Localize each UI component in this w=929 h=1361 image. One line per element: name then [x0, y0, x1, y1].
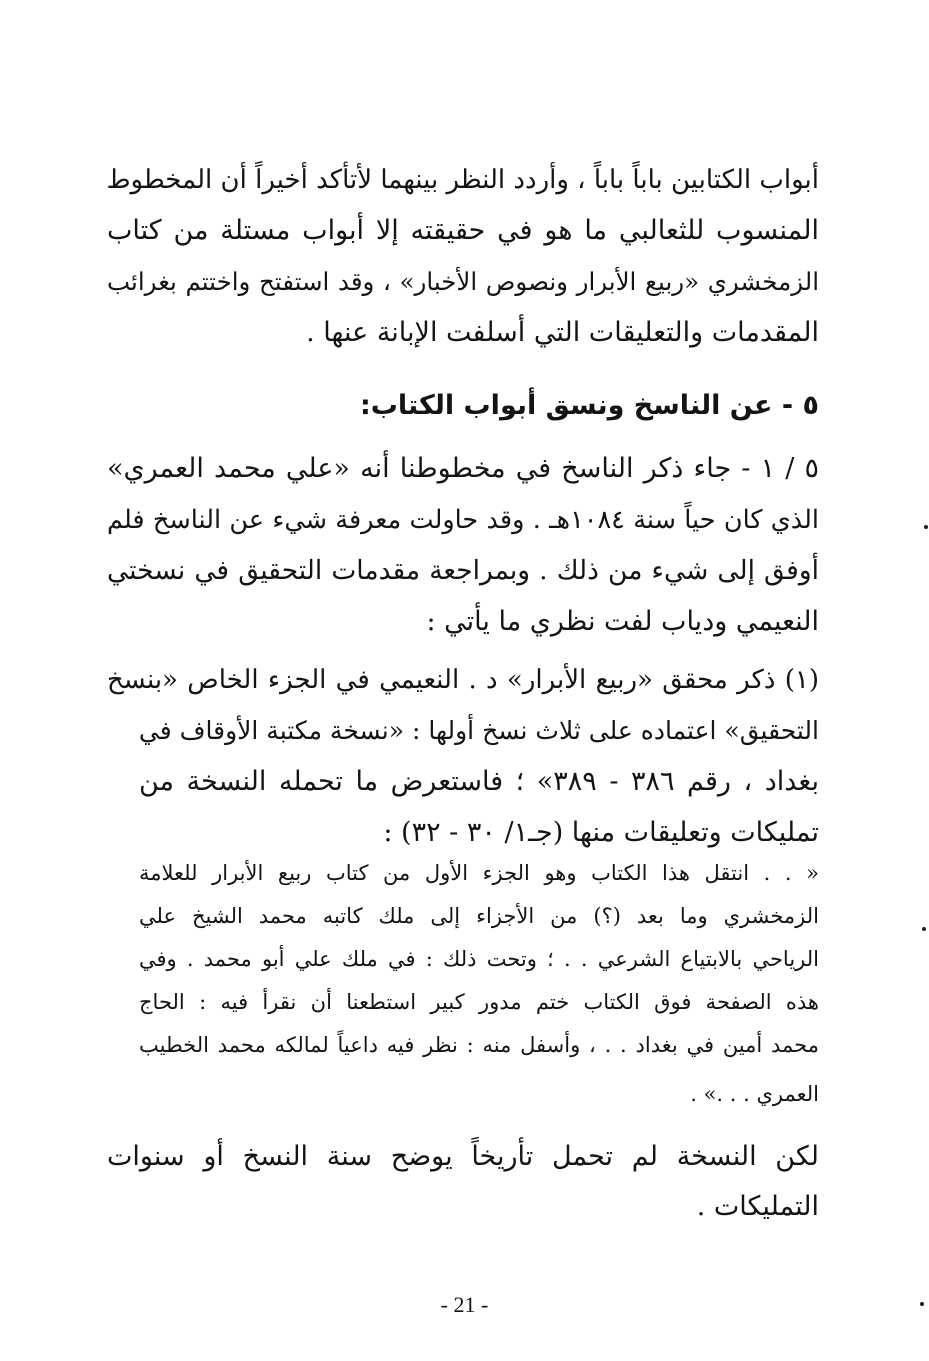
- scan-speck: [922, 927, 926, 931]
- paragraph-2-line-2: الذي كان حياً سنة ١٠٨٤هـ . وقد حاولت معرفة شيء عن الناسخ فلم: [107, 505, 820, 535]
- quote-line-2: الزمخشري وما بعد (؟) من الأجزاء إلى ملك كاتبه محمد الشيخ علي: [139, 904, 819, 928]
- scan-speck: [920, 1302, 924, 1306]
- paragraph-1-line-4: المقدمات والتعليقات التي أسلفت الإبانة عنها .: [306, 317, 819, 348]
- item-1-line-1: (١) ذكر محقق «ربيع الأبرار» د . النعيمي في الجزء الخاص «بنسخ: [107, 665, 819, 695]
- paragraph-1-line-3: الزمخشري «ربيع الأبرار ونصوص الأخبار» ، وقد استفتح واختتم بغرائب: [107, 267, 819, 296]
- page-number: - 21 -: [440, 1292, 489, 1317]
- paragraph-1-line-2: المنسوب للثعالبي ما هو في حقيقته إلا أبواب مستلة من كتاب: [107, 215, 819, 246]
- item-1-line-3: بغداد ، رقم ٣٨٦ - ٣٨٩» ؛ فاستعرض ما تحمله النسخة من: [139, 766, 819, 797]
- paragraph-2-line-3: أوفق إلى شيء من ذلك . وبمراجعة مقدمات التحقيق في نسختي: [107, 555, 819, 586]
- quote-line-5: محمد أمين في بغداد . . ، وأسفل منه : نظر فيه داعياً لمالكه محمد الخطيب: [139, 1033, 819, 1057]
- paragraph-1-line-1: أبواب الكتابين باباً باباً ، وأردد النظر بينهما لأتأكد أخيراً أن المخطوط: [106, 165, 819, 195]
- item-1-line-2: التحقيق» اعتماده على ثلاث نسخ أولها : «نسخة مكتبة الأوقاف في: [138, 716, 819, 745]
- quote-line-4: هذه الصفحة فوق الكتاب ختم مدور كبير استطعنا أن نقرأ فيه : الحاج: [139, 990, 819, 1014]
- quote-line-3: الرياحي بالابتياع الشرعي . . ؛ وتحت ذلك : في ملك علي أبو محمد . وفي: [139, 947, 819, 971]
- paragraph-2-line-4: النعيمي ودياب لفت نظري ما يأتي :: [426, 606, 819, 637]
- quote-line-6: العمري . . .» .: [690, 1082, 819, 1106]
- section-heading: ٥ - عن الناسخ ونسق أبواب الكتاب:: [359, 390, 819, 421]
- quote-line-1: « . . انتقل هذا الكتاب وهو الجزء الأول من كتاب ربيع الأبرار للعلامة: [139, 861, 819, 885]
- scan-speck: [924, 525, 928, 529]
- item-1-line-4: تمليكات وتعليقات منها (جـ١/ ٣٠ - ٣٢) :: [383, 817, 819, 848]
- paragraph-3-line-1: لكن النسخة لم تحمل تأريخاً يوضح سنة النسخ أو سنوات: [107, 1141, 819, 1172]
- paragraph-2-line-1: ٥ / ١ - جاء ذكر الناسخ في مخطوطنا أنه «علي محمد العمري»: [107, 453, 820, 484]
- paragraph-3-line-2: التمليكات .: [696, 1191, 819, 1222]
